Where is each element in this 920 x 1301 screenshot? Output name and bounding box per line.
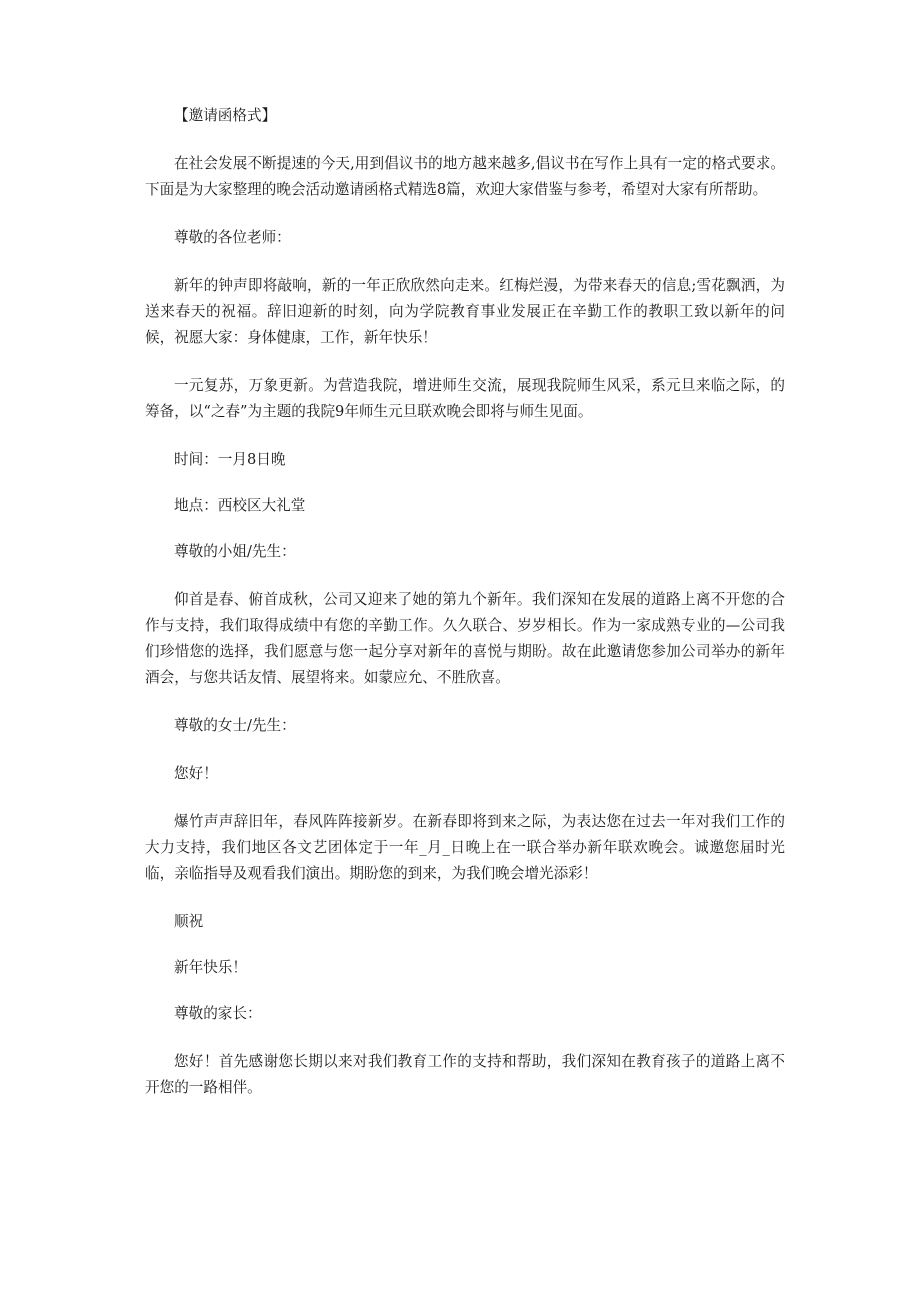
paragraph-company-reception: 仰首是春、俯首成秋，公司又迎来了她的第九个新年。我们深知在发展的道路上离不开您的合作与支持，我们取得成绩中有您的辛勤工作。久久联合、岁岁相长。作为一家成熟专业的—公司我们珍惜您的选择，我们愿意与您一起分享对新年的喜悦与期盼。故在此邀请您参加公司举办的新年酒会，与您共话友情、展望将来。如蒙应允、不胜欣喜。: [145, 591, 785, 686]
document-heading: 【邀请函格式】: [174, 107, 277, 124]
salutation-parents: 尊敬的家长：: [174, 1005, 262, 1022]
salutation-lady-gentleman: 尊敬的女士/先生：: [174, 717, 296, 734]
salutation-teachers: 尊敬的各位老师：: [174, 229, 291, 246]
paragraph-firecrackers: 爆竹声声辞旧年，春风阵阵接新岁。在新春即将到来之际，为表达您在过去一年对我们工作的大力支持，我们地区各文艺团体定于一年_月_日晚上在一联合举办新年联欢晚会。诚邀您届时光临，亲临指导及观看我们演出。期盼您的到来，为我们晚会增光添彩！: [145, 813, 785, 882]
paragraph-new-year-bell: 新年的钟声即将敲响，新的一年正欣欣然向走来。红梅烂漫，为带来春天的信息;雪花飘洒，为送来春天的祝福。辞旧迎新的时刻，向为学院教育事业发展正在辛勤工作的教职工致以新年的问候，祝愿大家：身体健康，工作，新年快乐！: [145, 277, 785, 346]
paragraph-gala-announcement: 一元复苏，万象更新。为营造我院，增进师生交流，展现我院师生风采，系元旦来临之际，的筹备，以“之春”为主题的我院9年师生元旦联欢晚会即将与师生见面。: [145, 377, 785, 420]
closing-wish: 顺祝: [174, 913, 204, 930]
event-place: 地点：西校区大礼堂: [174, 497, 306, 514]
event-time: 时间：一月8日晚: [174, 451, 286, 468]
paragraph-parents-thanks: 您好！首先感谢您长期以来对我们教育工作的支持和帮助，我们深知在教育孩子的道路上离不开您的一路相伴。: [145, 1053, 785, 1096]
document-body: [145, 103, 785, 1101]
salutation-sir-madam: 尊敬的小姐/先生：: [174, 543, 296, 560]
intro-paragraph: 在社会发展不断提速的今天,用到倡议书的地方越来越多,倡议书在写作上具有一定的格式要求。下面是为大家整理的晚会活动邀请函格式精选8篇，欢迎大家借鉴与参考，希望对大家有所帮助。: [145, 155, 785, 198]
closing-happy-new-year: 新年快乐！: [174, 959, 247, 976]
greeting-hello: 您好！: [174, 765, 218, 782]
